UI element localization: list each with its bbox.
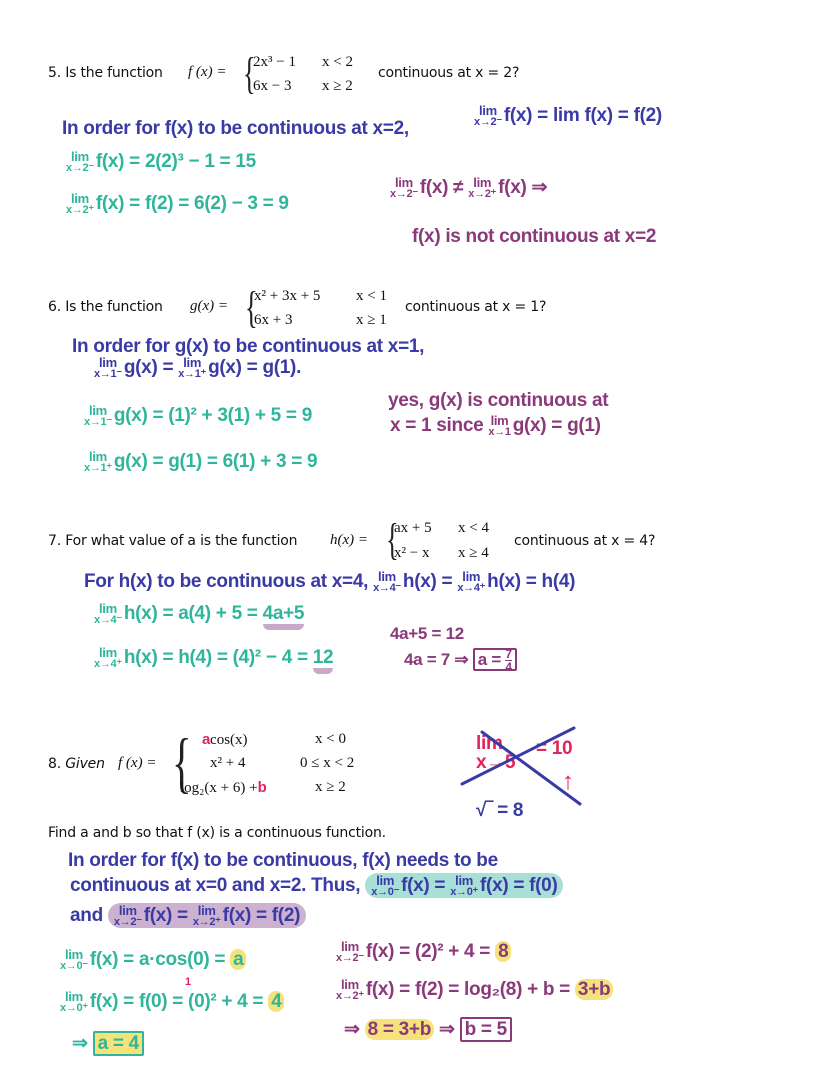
case-1-expr: x² + 3x + 5 xyxy=(254,288,321,304)
cos-value: 1 xyxy=(185,976,191,988)
p8-left2: lim x→2⁻ f(x) = (2)² + 4 = 8 xyxy=(336,940,511,964)
highlighted-result: 4a+5 xyxy=(263,603,305,630)
p8-b-answer: ⇒ 8 = 3+b ⇒ b = 5 xyxy=(344,1018,512,1041)
function-name xyxy=(188,64,226,81)
problem-8-task: Find a and b so that f (x) is a continuous function. xyxy=(48,825,386,841)
scratch-sqrt: √‾ = 8 xyxy=(476,800,524,821)
problem-6-prompt: 6. Is the function xyxy=(48,299,163,315)
p7-right-limit: lim x→4⁺ h(x) = h(4) = (4)² − 4 = 12 xyxy=(94,646,333,670)
case-2-expr: 6x + 3 xyxy=(254,312,293,328)
p8-right2: lim x→2⁺ f(x) = f(2) = log₂(8) + b = 3+b xyxy=(336,978,613,1002)
p8-intro-line1: In order for f(x) to be continuous, f(x) needs to be xyxy=(68,850,498,871)
p6-conclusion-line1: yes, g(x) is continuous at xyxy=(388,390,609,411)
p8-left0: lim x→0⁻ f(x) = a·cos(0) = a xyxy=(60,948,246,972)
p8-a-answer: ⇒ a = 4 xyxy=(72,1032,144,1055)
p7-solve-line2: 4a = 7 ⇒ a = $\frac{7}{4}$ xyxy=(404,648,517,673)
scratch-crossed-limit: lim x→5 xyxy=(476,733,516,773)
case-2-cond: x ≥ 1 xyxy=(356,312,387,328)
p5-right-limit: lim x→2⁺ f(x) = f(2) = 6(2) − 3 = 9 xyxy=(66,191,289,216)
p8-right0: lim x→0⁺ f(x) = f(0) = (0)² + 4 = 4 xyxy=(60,990,284,1014)
case-2-expr: x² + 4 xyxy=(210,755,246,771)
case-2-cond: 0 ≤ x < 2 xyxy=(300,755,355,771)
eq-text: f(x) = lim f(x) = f(2) xyxy=(503,105,662,127)
p7-left-limit: lim x→4⁻ h(x) = a(4) + 5 = 4a+5 xyxy=(94,602,304,626)
function-name: g(x) = xyxy=(190,298,229,314)
cross-out-icon xyxy=(456,722,588,808)
case-3-cond: x ≥ 2 xyxy=(315,779,346,795)
case-2-expr: 6x − 3 xyxy=(253,78,292,94)
case-1-cond: x < 4 xyxy=(458,520,489,536)
case-2-cond: x ≥ 2 xyxy=(322,78,353,94)
p7-intro: For h(x) to be continuous at x=4, lim x→4⁻ h(x) = lim x→4⁺ h(x) = h(4) xyxy=(84,569,576,594)
highlighted-result: 12 xyxy=(313,647,334,674)
p5-intro-eq xyxy=(474,104,662,128)
p6-intro: In order for g(x) to be continuous at x=1, xyxy=(72,336,425,357)
p5-intro: In order for f(x) to be continuous at x=2, xyxy=(62,118,409,139)
brace-icon: { xyxy=(243,49,256,98)
p6-conclusion-line2: x = 1 since lim x→1 g(x) = g(1) xyxy=(390,413,601,438)
problem-6-suffix: continuous at x = 1? xyxy=(405,299,547,315)
p5-left-limit: lim x→2⁻ f(x) = 2(2)³ − 1 = 15 xyxy=(66,149,256,174)
answer-box: a = $\frac{7}{4}$ xyxy=(473,648,517,671)
case-1-expr: ax + 5 xyxy=(394,520,432,536)
case-1-cond: x < 2 xyxy=(322,54,353,70)
prompt-text: Is the function xyxy=(65,65,163,81)
p6-left-limit: lim x→1⁻ g(x) = (1)² + 3(1) + 5 = 9 xyxy=(84,403,312,428)
arrow-up-icon: ↑ xyxy=(562,768,574,795)
p6-right-limit: lim x→1⁺ g(x) = g(1) = 6(1) + 3 = 9 xyxy=(84,449,318,474)
case-3-expr: log₂(x + 6) +b xyxy=(180,779,267,796)
p7-solve-line1: 4a+5 = 12 xyxy=(390,624,464,643)
lim-notation: lim x→2⁻ xyxy=(474,103,502,128)
case-1-expr: acos(x) xyxy=(202,731,248,748)
brace-icon: { xyxy=(386,515,399,564)
case-1-cond: x < 0 xyxy=(315,731,346,747)
problem-5-suffix: continuous at x = 2? xyxy=(378,65,520,81)
brace-icon: { xyxy=(245,283,258,332)
problem-5-prompt xyxy=(48,65,163,81)
problem-8-prompt: 8. Given xyxy=(48,756,105,772)
answer-box: b = 5 xyxy=(460,1017,512,1042)
problem-7-suffix: continuous at x = 4? xyxy=(514,533,656,549)
answer-box: a = 4 xyxy=(93,1031,144,1056)
problem-number: 5. xyxy=(48,65,61,81)
fname: f (x) = xyxy=(188,64,227,80)
p5-conclusion-line2: f(x) is not continuous at x=2 xyxy=(412,226,657,247)
p5-conclusion-line1: lim x→2⁻ f(x) ≠ lim x→2⁺ f(x) ⇒ xyxy=(390,175,548,200)
case-1-cond: x < 1 xyxy=(356,288,387,304)
case-2-expr: x² − x xyxy=(394,545,430,561)
case-1-expr: 2x³ − 1 xyxy=(253,54,296,70)
function-name: h(x) = xyxy=(330,532,369,548)
p8-intro-line3: and lim x→2⁻ f(x) = lim x→2⁺ f(x) = f(2) xyxy=(70,904,306,928)
brace-icon: { xyxy=(172,724,192,800)
p8-intro-line2: continuous at x=0 and x=2. Thus, lim x→0⁻ f(x) = lim x→0⁺ f(x) = f(0) xyxy=(70,874,563,898)
highlight-condition-x0: lim x→0⁻ f(x) = lim x→0⁺ f(x) = f(0) xyxy=(365,873,563,898)
case-2-cond: x ≥ 4 xyxy=(458,545,489,561)
highlight-condition-x2: lim x→2⁻ f(x) = lim x→2⁺ f(x) = f(2) xyxy=(108,903,306,928)
function-name: f (x) = xyxy=(118,755,157,771)
problem-7-prompt: 7. For what value of a is the function xyxy=(48,533,298,549)
p6-intro-eq: lim x→1⁻ g(x) = lim x→1⁺ g(x) = g(1). xyxy=(94,355,302,380)
scratch-value: = 10 xyxy=(536,738,573,759)
